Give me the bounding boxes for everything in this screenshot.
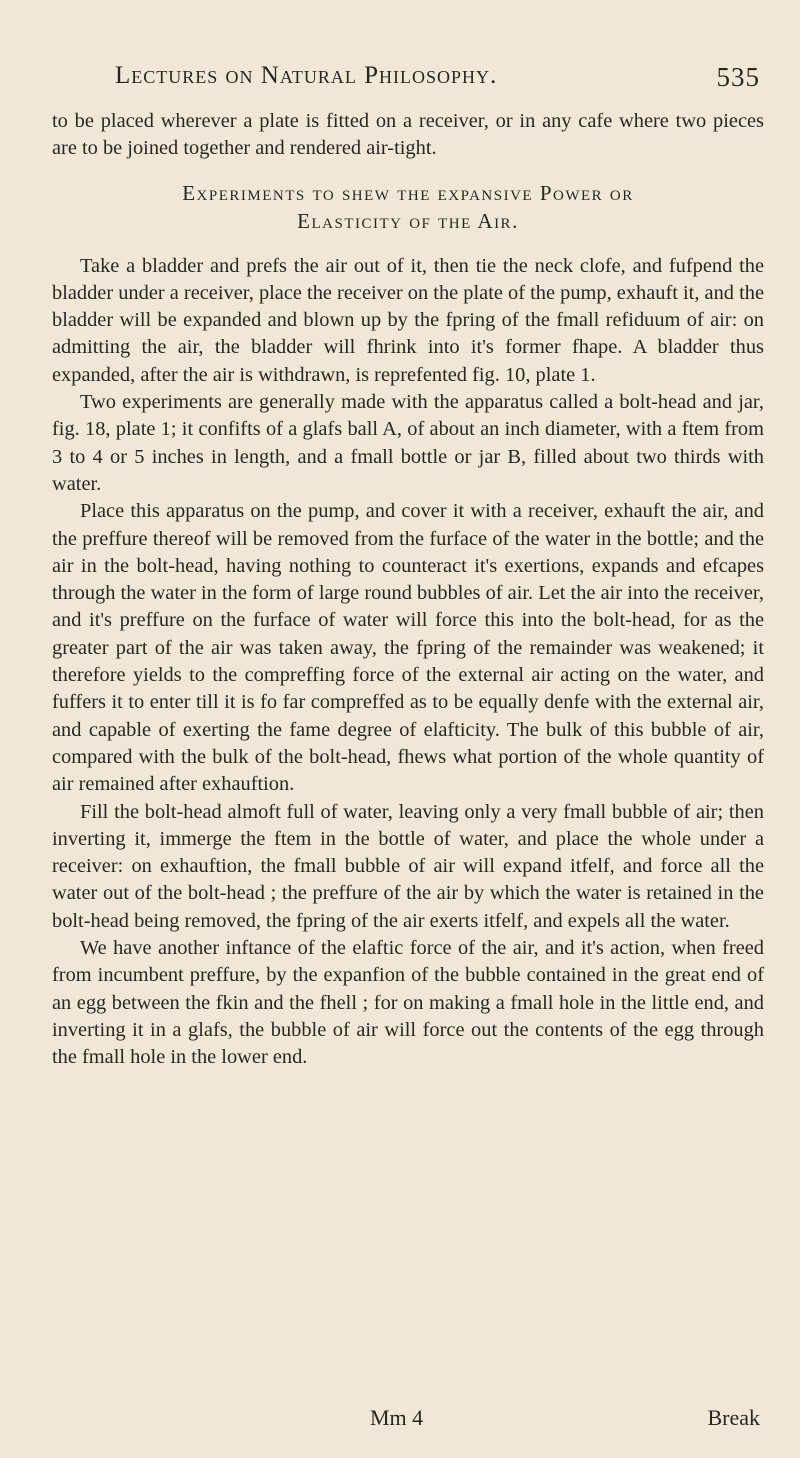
paragraph: Place this apparatus on the pump, and cover it with a receiver, exhauft the air, and the preffure thereof will be removed from the furface of the water in the bottle; and the air in the bolt-head, having nothing to counteract it's exertions, expands and efcapes through the water in the form of large round bubbles of air. Let the air into the receiver, and it's preffure on the furface of water will force this into the bolt-head, for as the greater part of the air was taken away, the fpring of the remainder was weakened; it therefore yields to the compreffing force of the external air acting on the water, and fuffers it to enter till it is fo far compreffed as to be equally denfe with the external air, and capable of exerting the fame degree of elafticity. The bulk of this bubble of air, compared with the bulk of the bolt-head, fhews what portion of the whole quantity of air remained after exhauftion.: [52, 500, 764, 796]
section-heading: [52, 179, 764, 235]
signature-mark: Mm 4: [370, 1405, 424, 1430]
paragraph-continued: to be placed wherever a plate is fitted on a receiver, or in any cafe where two pieces are to be joined together and rendered air-tight.: [52, 110, 764, 160]
section-heading-line-1: Experiments to shew the expansive Power or: [182, 180, 634, 205]
page-footer: [52, 1405, 760, 1435]
paragraph: Take a bladder and prefs the air out of it, then tie the neck clofe, and fufpend the bladder under a receiver, place the receiver on the plate of the pump, exhauft it, and the bladder will be expanded and blown up by the fpring of the fmall refiduum of air: on admitting the air, the bladder will fhrink into it's former fhape. A bladder thus expanded, after the air is withdrawn, is reprefented fig. 10, plate 1.: [52, 254, 764, 386]
paragraph: Fill the bolt-head almoft full of water, leaving only a very fmall bubble of air; then inverting it, immerge the ftem in the bottle of water, and place the whole under a receiver: on exhauftion, the fmall bubble of air will expand itfelf, and force all the water out of the bolt-head ; the preffure of the air by which the water is retained in the bolt-head being removed, the fpring of the air exerts itfelf, and expels all the water.: [52, 800, 764, 932]
running-head: [115, 62, 760, 90]
running-title: Lectures on Natural Philosophy.: [115, 62, 498, 89]
page-number: 535: [716, 62, 760, 92]
section-heading-line-2: Elasticity of the Air.: [297, 208, 519, 233]
body-text: [52, 108, 764, 1072]
catchword: Break: [707, 1405, 760, 1430]
paragraph: Two experiments are generally made with the apparatus called a bolt-head and jar, fig. 18, plate 1; it confifts of a glafs ball A, of about an inch diameter, with a ftem from 3 to 4 or 5 inches in length, and a fmall bottle or jar B, filled about two thirds with water.: [52, 391, 764, 495]
paragraph: We have another inftance of the elaftic force of the air, and it's action, when freed from incumbent preffure, by the expanfion of the bubble contained in the great end of an egg between the fkin and the fhell ; for on making a fmall hole in the little end, and inverting it in a glafs, the bubble of air will force out the contents of the egg through the fmall hole in the lower end.: [52, 937, 764, 1069]
